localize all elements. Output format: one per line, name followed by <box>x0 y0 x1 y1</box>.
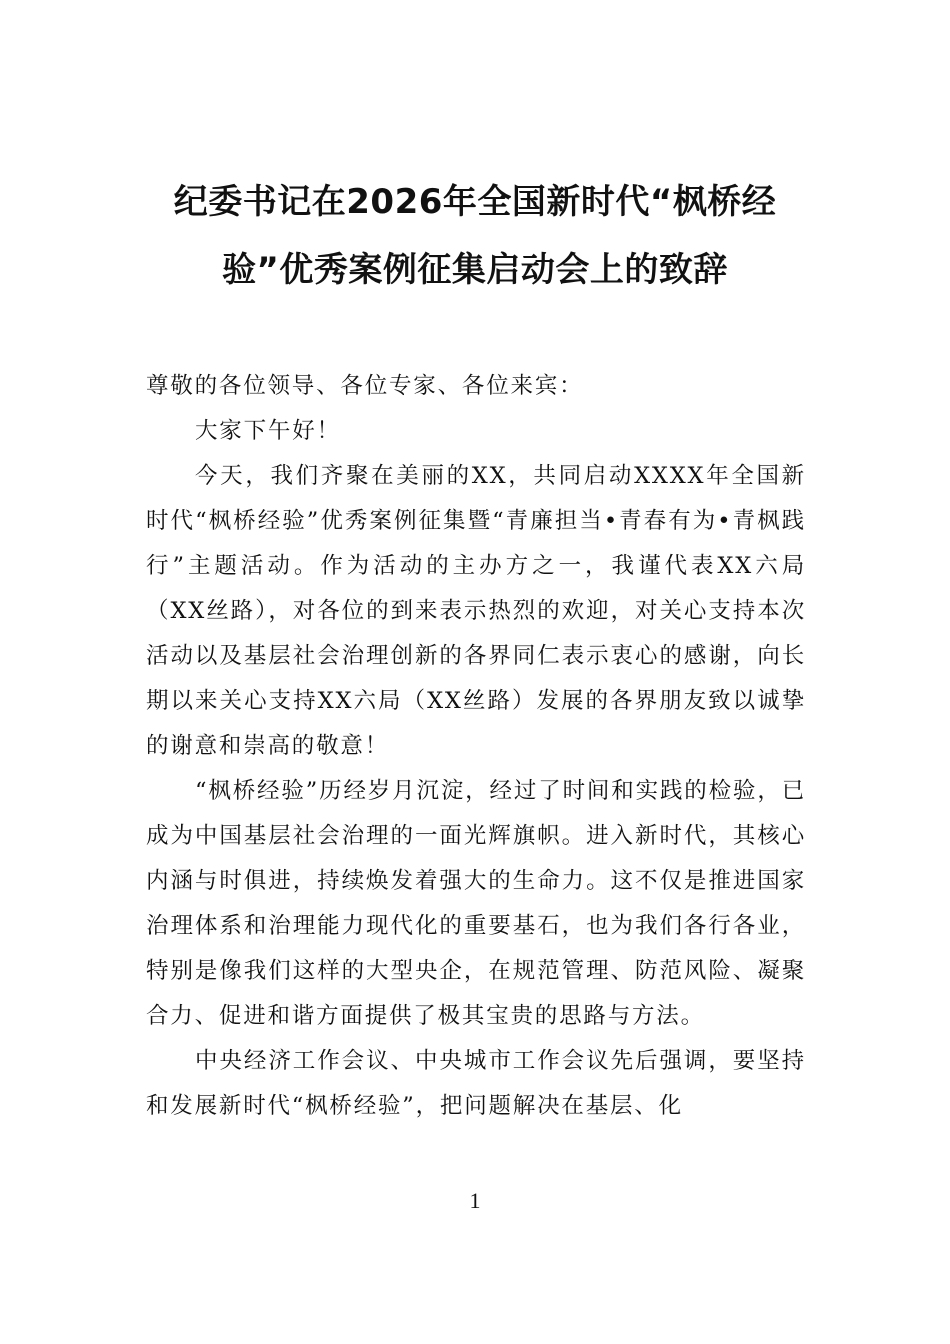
salutation: 尊敬的各位领导、各位专家、各位来宾： <box>146 373 584 399</box>
title-line-1: 纪委书记在2026年全国新时代“枫桥经 <box>173 182 777 222</box>
paragraph-fengqiao: “枫桥经验”历经岁月沉淀，经过了时间和实践的检验，已成为中国基层社会治理的一面光辉旗帜。进入新时代，其核心内涵与时俱进，持续焕发着强大的生命力。这不仅是推进国家治理体系和治理能力现代化的重要基石，也为我们各行各业，特别是像我们这样的大型央企，在规范管理、防范风险、凝聚合力、促进和谐方面提供了极其宝贵的思路与方法。 <box>146 778 806 1029</box>
title-line-2: 验”优秀案例征集启动会上的致辞 <box>222 250 728 290</box>
paragraph-greeting: 大家下午好！ <box>195 418 341 444</box>
paragraph-central-meeting: 中央经济工作会议、中央城市工作会议先后强调，要坚持和发展新时代“枫桥经验”，把问题解决在基层、化 <box>146 1048 806 1119</box>
document-title <box>140 168 810 304</box>
page-number: 1 <box>469 1188 481 1213</box>
paragraph-welcome: 今天，我们齐聚在美丽的XX，共同启动XXXX年全国新时代“枫桥经验”优秀案例征集暨“青廉担当•青春有为•青枫践行”主题活动。作为活动的主办方之一，我谨代表XX六局（XX丝路），对各位的到来表示热烈的欢迎，对关心支持本次活动以及基层社会治理创新的各界同仁表示衷心的感谢，向长期以来关心支持XX六局（XX丝路）发展的各界朋友致以诚挚的谢意和崇高的敬意！ <box>146 463 806 759</box>
document-body <box>146 364 806 1129</box>
